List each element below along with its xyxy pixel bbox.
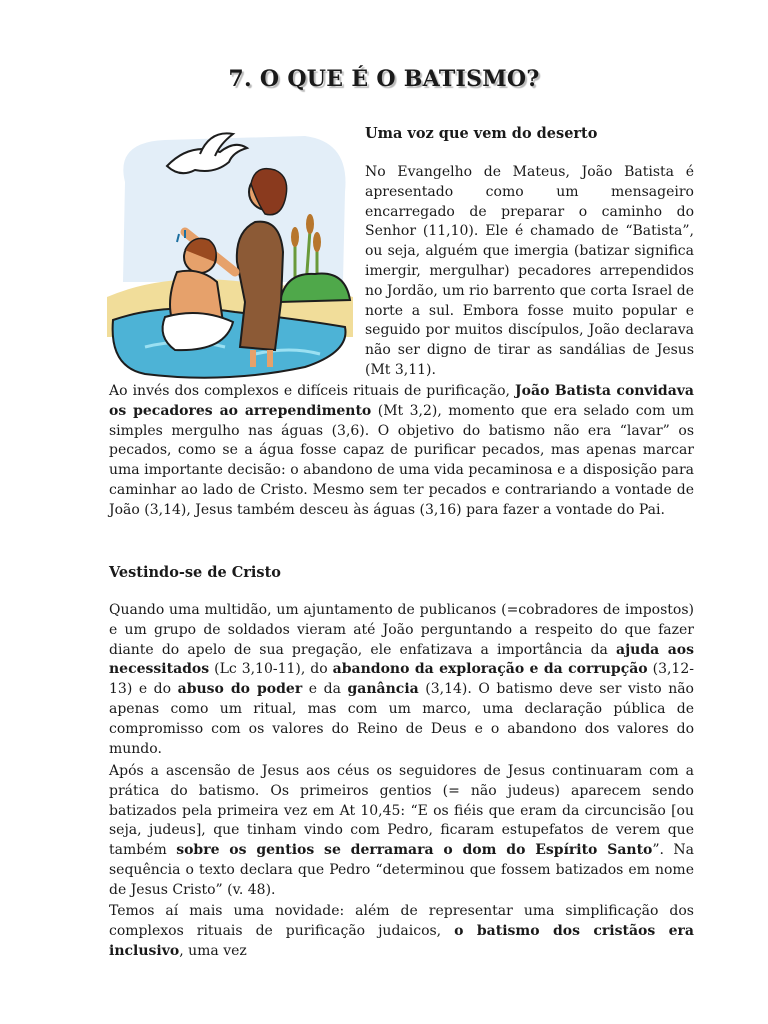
section1-paragraph-2: Ao invés dos complexos e difíceis rituais de purificação, João Batista convidava os pecadores ao arrependimento (Mt 3,2), momento que era selado com um simples mergulho nas águas (3,6). O objetivo do batismo não era “lavar” os pecados, como se a água fosse capaz de purificar pecados, mas apenas marcar uma importante decisão: o abandono de uma vida pecaminosa e a disposição para caminhar ao lado de Cristo. Mesmo sem ter pecados e contrariando a vontade de João (3,14), Jesus também desceu às águas (3,16) para fazer a vontade do Pai.	[109, 383, 694, 518]
section2-paragraph-1: Quando uma multidão, um ajuntamento de publicanos (=cobradores de impostos) e um grupo de soldados vieram até João perguntando a respeito do que fazer diante do apelo de sua pregação, ele enfatizava a importância da ajuda aos necessitados (Lc 3,10-11), do abandono da exploração e da corrupção (3,12-13) e do abuso do poder e da ganância (3,14). O batismo deve ser visto não apenas como um ritual, mas com um marco, uma declaração pública de compromisso com os valores do Reino de Deus e o abandono dos valores do mundo.	[109, 602, 694, 757]
section2-paragraph-2: Após a ascensão de Jesus aos céus os seguidores de Jesus continuaram com a prática do batismo. Os primeiros gentios (= não judeus) aparecem sendo batizados pela primeira vez em At 10,45: “E os fiéis que eram da circuncisão [ou seja, judeus], que tinham vindo com Pedro, ficaram estupefatos de verem que também sobre os gentios se derramara o dom do Espírito Santo”. Na sequência o texto declara que Pedro “determinou que fossem batizados em nome de Jesus Cristo” (v. 48).	[109, 763, 694, 898]
section2-heading: Vestindo-se de Cristo	[109, 564, 281, 581]
page-title: 7. O QUE É O BATISMO?	[228, 66, 540, 92]
section2-paragraph-3: Temos aí mais uma novidade: além de representar uma simplificação dos complexos rituais de purificação judaicos, o batismo dos cristãos era inclusivo, uma vez	[109, 903, 695, 959]
baptism-illustration	[105, 122, 355, 384]
section1-heading: Uma voz que vem do deserto	[365, 125, 598, 142]
section1-paragraph: No Evangelho de Mateus, João Batista é apresentado como um mensageiro encarregado de preparar o caminho do Senhor (11,10). Ele é chamado de “Batista”, ou seja, alguém que imergia (batizar significa imergir, mergulhar) pecadores arrependidos no Jordão, um rio barrento que corta Israel de norte a sul. Embora fosse muito popular e seguido por muitos discípulos, João declarava não ser digno de tirar as sandálias de Jesus (Mt 3,11).	[365, 164, 694, 378]
